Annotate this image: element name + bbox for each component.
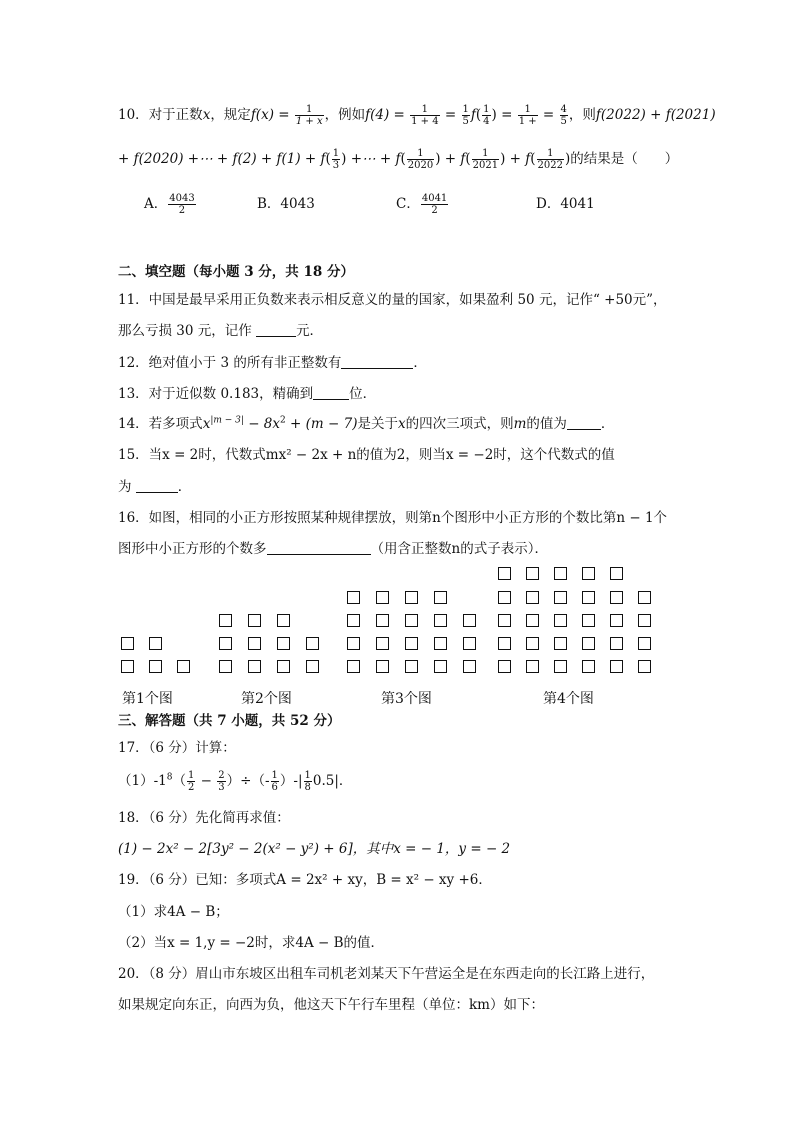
small-square [376, 660, 389, 673]
small-square [463, 660, 476, 673]
question-11-line-2: 那么亏损 30 元，记作 元． [118, 323, 324, 339]
small-square [434, 614, 447, 627]
question-19-title: 19．（6 分）已知：多项式A = 2x² + xy，B = x² − xy +6． [118, 872, 492, 888]
small-square [405, 614, 418, 627]
small-square [498, 567, 511, 580]
figure-2-caption: 第2个图 [241, 691, 292, 707]
small-square [498, 591, 511, 604]
question-17-part-1: $(1)-1^8$（ $\frac{1}{2}$ − $\frac{2}{3}$ ）÷（- $\frac{1}{6}$ ）-| $\frac{1}{8}$ 0.5|． [118, 770, 353, 793]
question-18-expression: (1) − 2x² − 2[3y² − 2(x² − y²) + 6]，其中x = − 1，y = − 2 [118, 841, 511, 857]
figure-1-caption: 第1个图 [122, 691, 173, 707]
small-square [638, 614, 651, 627]
small-square [376, 614, 389, 627]
question-13: 13．对于近似数 0.183，精确到 位． [118, 386, 377, 402]
question-19-part-1: （1）求4A − B； [118, 904, 229, 920]
small-square [526, 637, 539, 650]
small-square [219, 637, 232, 650]
small-square [463, 637, 476, 650]
small-square [554, 637, 567, 650]
figure-3-caption: 第3个图 [381, 691, 432, 707]
small-square [434, 660, 447, 673]
question-17-title: 17．（6 分）计算： [118, 740, 236, 756]
small-square [582, 567, 595, 580]
small-square [638, 660, 651, 673]
small-square [526, 591, 539, 604]
question-16-line-1: 16．如图，相同的小正方形按照某种规律摆放，则第n个图形中小正方形的个数比第n − 1个 [118, 510, 668, 526]
choice-b[interactable]: B．4043 [257, 196, 315, 212]
fraction: $\frac{1}{1 +}$ [518, 104, 537, 127]
small-square [347, 614, 360, 627]
small-square [638, 591, 651, 604]
small-square [177, 660, 190, 673]
small-square [248, 660, 261, 673]
answer-blank[interactable] [256, 322, 296, 337]
small-square [526, 614, 539, 627]
question-10-line-1: 10．对于正数x，规定f(x) = $\frac{1}{1 + x}$ ，例如f(4) = $\frac{1}{1 + 4}$ = $\frac{1}{5}$ f( $\frac{1}{4}$ ) = $\frac{1}{1 +}$ = $\frac{4}{5}$ ，则f(2022) + f(2021) [118, 104, 716, 127]
answer-blank[interactable] [567, 415, 601, 430]
small-square [610, 660, 623, 673]
small-square [498, 660, 511, 673]
choice-a[interactable]: A． $\frac{4043}{2}$ [144, 193, 195, 216]
small-square [149, 637, 162, 650]
small-square [610, 591, 623, 604]
small-square [121, 660, 134, 673]
fraction: $\frac{4043}{2}$ [169, 193, 195, 216]
fraction: $\frac{4}{5}$ [560, 104, 567, 127]
small-square [554, 591, 567, 604]
choice-d[interactable]: D．4041 [536, 196, 595, 212]
small-square [376, 591, 389, 604]
small-square [554, 614, 567, 627]
small-square [610, 614, 623, 627]
small-square [306, 660, 319, 673]
small-square [463, 614, 476, 627]
small-square [149, 660, 162, 673]
fraction: $\frac{1}{4}$ [483, 104, 490, 127]
fraction: $\frac{1}{2020}$ [407, 148, 434, 171]
question-11-line-1: 11．中国是最早采用正负数来表示相反意义的量的国家，如果盈利 50 元，记作“ +50元”， [118, 292, 667, 308]
small-square [248, 614, 261, 627]
answer-blank[interactable] [267, 540, 371, 555]
fraction: $\frac{1}{3}$ [332, 148, 340, 171]
fraction: $\frac{1}{2022}$ [537, 148, 563, 171]
small-square [376, 637, 389, 650]
fraction: $\frac{4041}{2}$ [421, 193, 448, 216]
fraction: $\frac{1}{5}$ [462, 104, 469, 127]
question-12: 12．绝对值小于 3 的所有非正整数有 ． [118, 355, 427, 371]
question-15-line-2: 为 ． [118, 479, 192, 495]
fraction: $\frac{1}{1 + x}$ [295, 104, 323, 127]
answer-blank[interactable] [313, 385, 349, 400]
small-square [248, 637, 261, 650]
small-square [219, 660, 232, 673]
small-square [405, 660, 418, 673]
small-square [277, 660, 290, 673]
small-square [405, 637, 418, 650]
fraction: $\frac{1}{2021}$ [472, 148, 499, 171]
fraction: $\frac{1}{8}$ [304, 770, 311, 793]
fraction: $\frac{1}{1 + 4}$ [411, 104, 439, 127]
small-square [277, 614, 290, 627]
small-square [554, 660, 567, 673]
question-20-line-2: 如果规定向东正，向西为负，他这天下午行车里程（单位：km）如下： [118, 997, 544, 1013]
small-square [582, 591, 595, 604]
small-square [347, 660, 360, 673]
small-square [526, 660, 539, 673]
small-square [610, 637, 623, 650]
small-square [347, 591, 360, 604]
question-18-title: 18．（6 分）先化简再求值： [118, 810, 290, 826]
small-square [498, 637, 511, 650]
small-square [277, 637, 290, 650]
fraction: $\frac{1}{2}$ [187, 770, 195, 793]
choice-c[interactable]: C． $\frac{4041}{2}$ [396, 193, 448, 216]
small-square [526, 567, 539, 580]
figure-4-caption: 第4个图 [543, 691, 594, 707]
fraction: $\frac{1}{6}$ [271, 770, 278, 793]
small-square [121, 637, 134, 650]
small-square [582, 614, 595, 627]
question-19-part-2: （2）当x = 1,y = −2时，求4A − B的值． [118, 935, 385, 951]
small-square [405, 591, 418, 604]
small-square [347, 637, 360, 650]
answer-blank[interactable] [136, 478, 178, 493]
question-10-line-2: + f(2020) +⋯ + f(2) + f(1) + f( $\frac{1}{3}$ ) +⋯ + f( $\frac{1}{2020}$ ) + f( $\frac{1}{2021}$ ) + f( $\frac{1}{2022}$ )的结果是（ ） [118, 148, 679, 171]
small-square [582, 660, 595, 673]
answer-blank[interactable] [341, 354, 413, 369]
question-15-line-1: 15．当x = 2时，代数式mx² − 2x + n的值为2，则当x = −2时，这个代数式的值 [118, 447, 615, 463]
small-square [554, 567, 567, 580]
small-square [434, 637, 447, 650]
small-square [638, 637, 651, 650]
small-square [582, 637, 595, 650]
question-16-line-2: 图形中小正方形的个数多 （用含正整数n的式子表示）． [118, 541, 548, 557]
small-square [610, 567, 623, 580]
section-2-heading: 二、填空题（每小题 3 分，共 18 分） [118, 264, 354, 280]
section-3-heading: 三、解答题（共 7 小题，共 52 分） [118, 713, 341, 729]
small-square [306, 637, 319, 650]
question-14: 14．若多项式$x^{|m - 3|} - 8x^2 + (m - 7)$是关于x的四次三项式，则m的值为 ． [118, 415, 615, 432]
question-20-line-1: 20．（8 分）眉山市东坡区出租车司机老刘某天下午营运全是在东西走向的长江路上进行， [118, 966, 655, 982]
small-square [434, 591, 447, 604]
small-square [219, 614, 232, 627]
small-square [498, 614, 511, 627]
fraction: $\frac{2}{3}$ [218, 770, 225, 793]
